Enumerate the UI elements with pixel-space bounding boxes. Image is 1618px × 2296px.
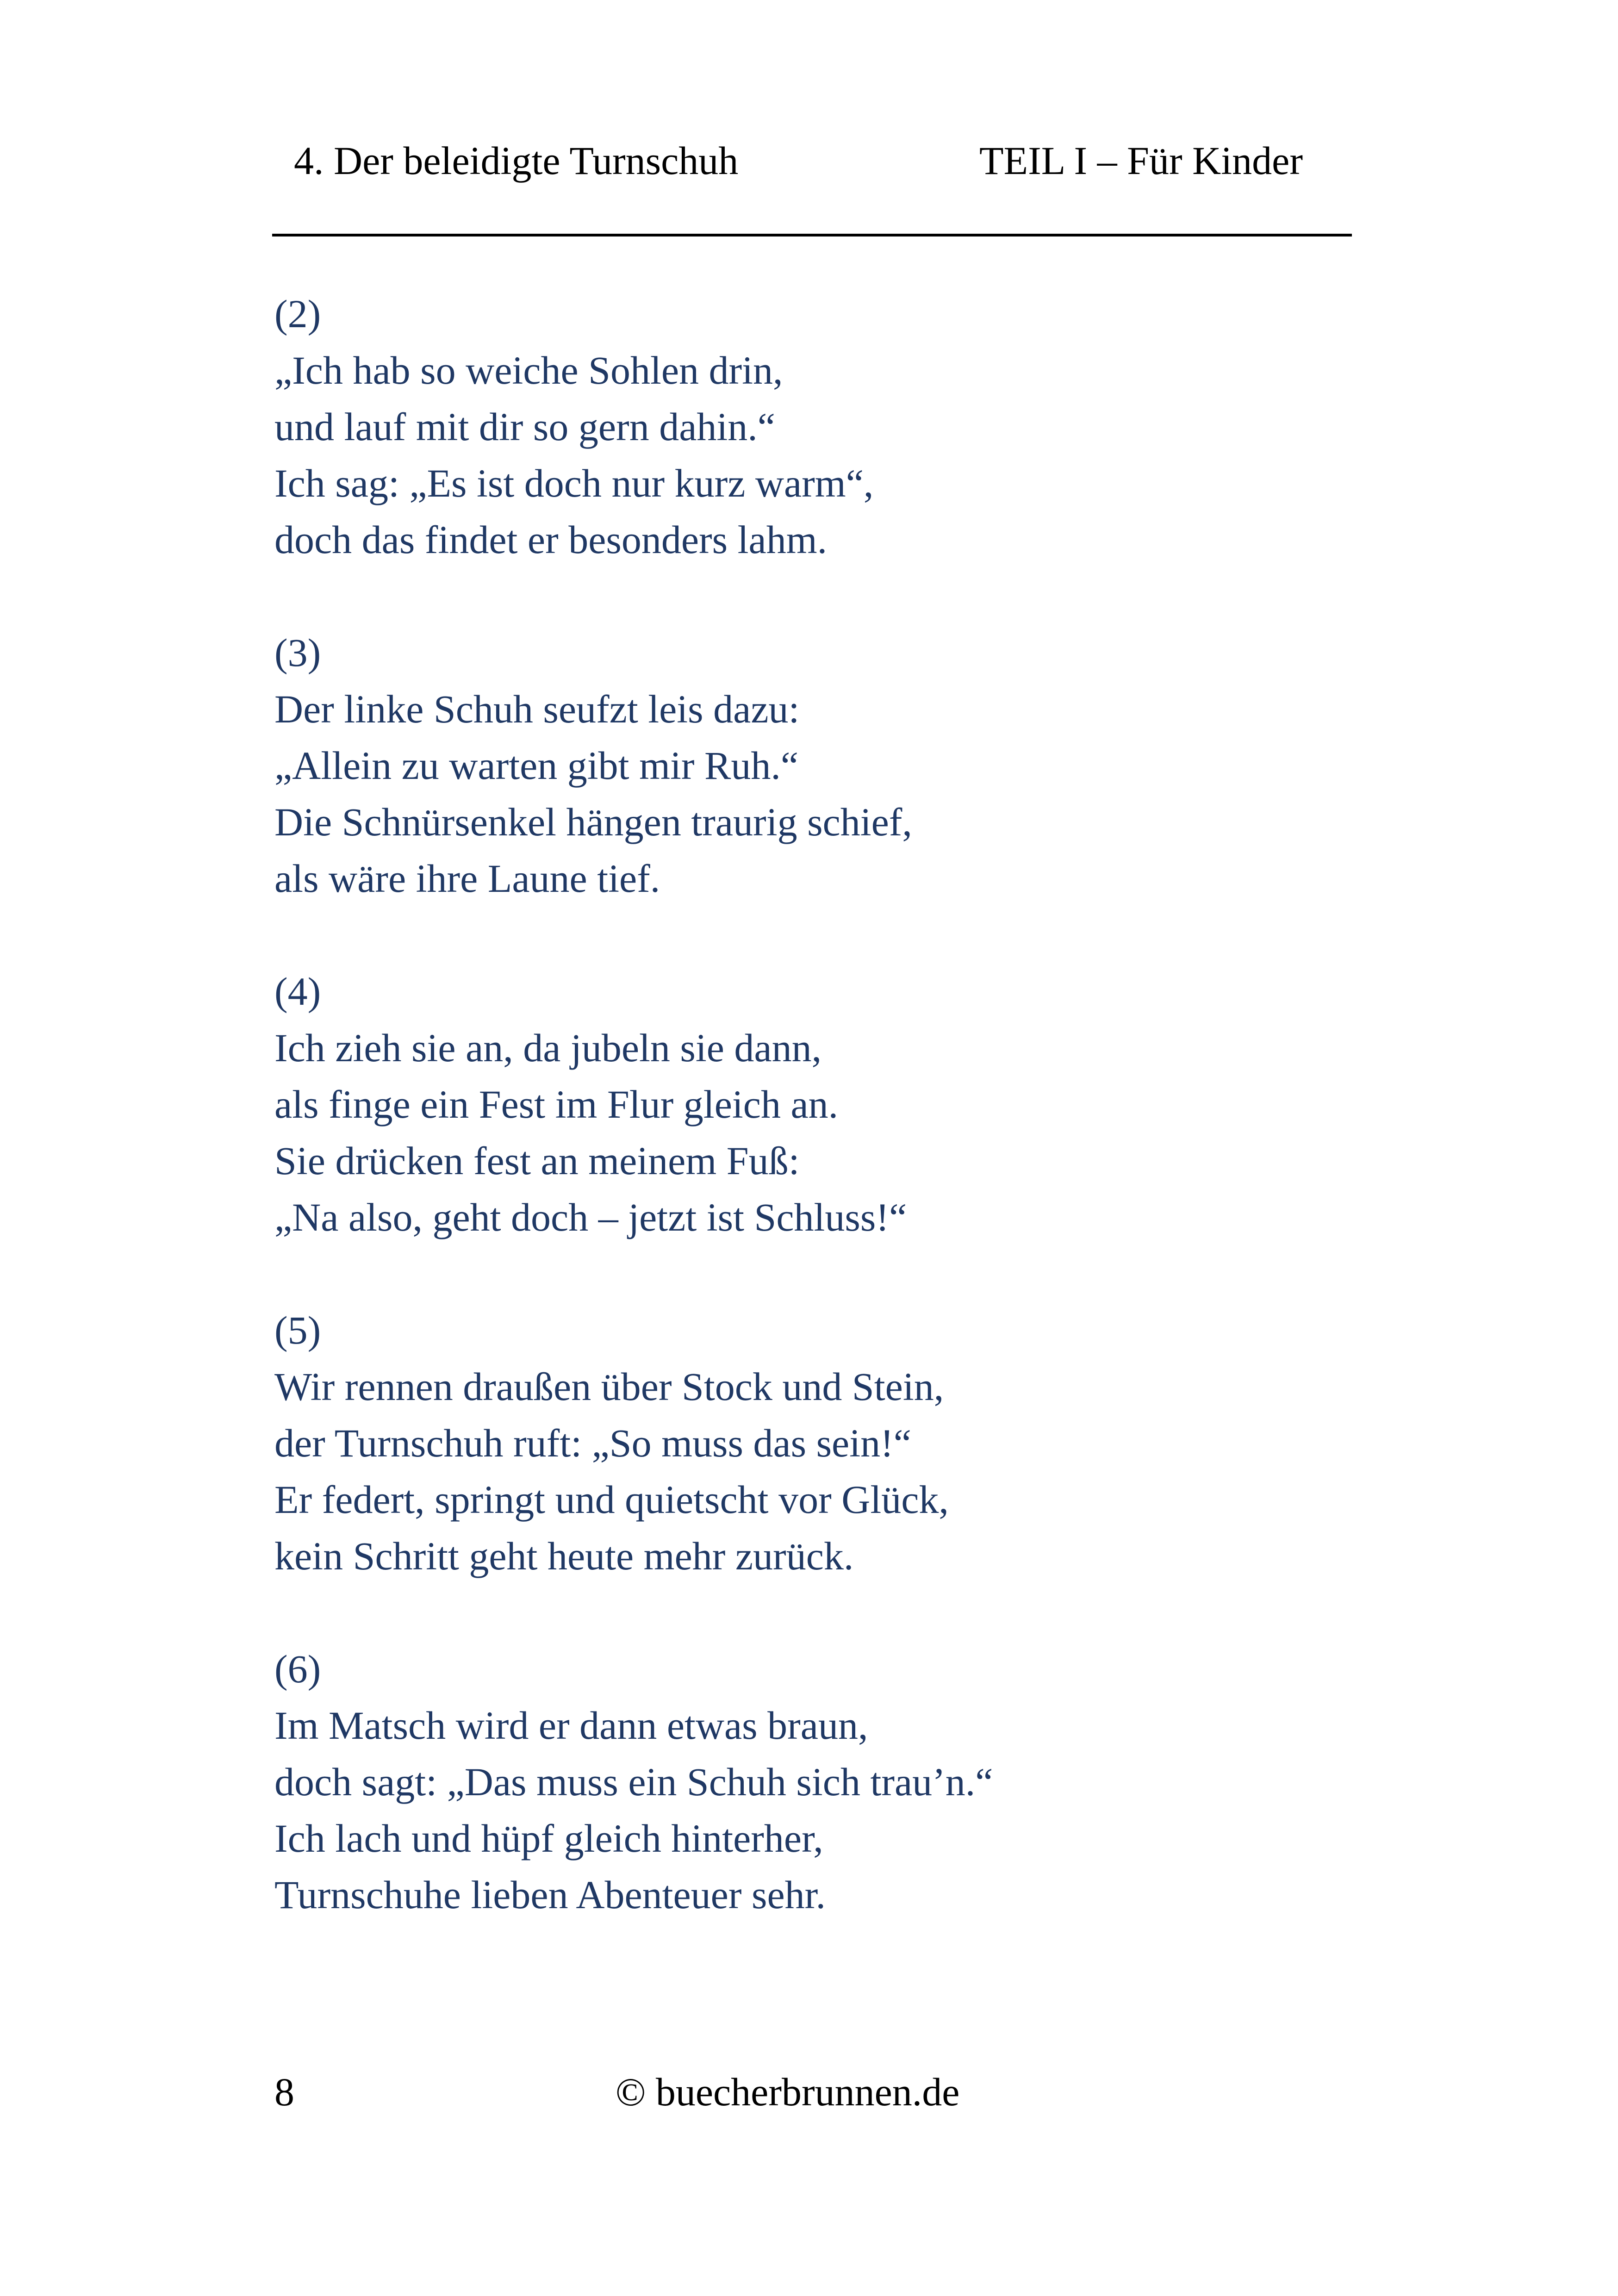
stanza bbox=[274, 286, 1385, 568]
verse-line: Ich lach und hüpf gleich hinterher, bbox=[274, 1816, 823, 1860]
verse-line: „Allein zu warten gibt mir Ruh.“ bbox=[274, 743, 799, 788]
verse-line: „Na also, geht doch – jetzt ist Schluss!“ bbox=[274, 1195, 907, 1239]
verse-line: als finge ein Fest im Flur gleich an. bbox=[274, 1082, 839, 1126]
verse-line: Er federt, springt und quietscht vor Glück, bbox=[274, 1477, 949, 1522]
verse-line: Der linke Schuh seufzt leis dazu: bbox=[274, 687, 800, 731]
verse-line: Die Schnürsenkel hängen traurig schief, bbox=[274, 800, 912, 844]
stanza bbox=[274, 1641, 1385, 1923]
stanza-number: (5) bbox=[274, 1308, 321, 1352]
copyright-notice: © buecherbrunnen.de bbox=[616, 2070, 960, 2114]
verse-line: Sie drücken fest an meinem Fuß: bbox=[274, 1139, 800, 1183]
part-title: TEIL I – Für Kinder bbox=[979, 138, 1303, 183]
stanza-number: (4) bbox=[274, 969, 321, 1014]
page-number: 8 bbox=[274, 2070, 294, 2114]
stanza bbox=[274, 624, 1385, 907]
verse-line: Wir rennen draußen über Stock und Stein, bbox=[274, 1364, 944, 1409]
stanza-number: (2) bbox=[274, 292, 321, 336]
verse-line: der Turnschuh ruft: „So muss das sein!“ bbox=[274, 1421, 911, 1465]
verse-line: kein Schritt geht heute mehr zurück. bbox=[274, 1534, 854, 1578]
verse-line: und lauf mit dir so gern dahin.“ bbox=[274, 404, 775, 449]
verse-line: Ich zieh sie an, da jubeln sie dann, bbox=[274, 1026, 822, 1070]
verse-line: Ich sag: „Es ist doch nur kurz warm“, bbox=[274, 461, 874, 505]
verse-line: Im Matsch wird er dann etwas braun, bbox=[274, 1703, 868, 1748]
header-divider bbox=[272, 234, 1352, 236]
verse-line: als wäre ihre Laune tief. bbox=[274, 856, 660, 901]
verse-line: „Ich hab so weiche Sohlen drin, bbox=[274, 348, 783, 392]
stanza bbox=[274, 963, 1385, 1245]
chapter-title: 4. Der beleidigte Turnschuh bbox=[294, 138, 739, 183]
stanza bbox=[274, 1302, 1385, 1584]
poem-body bbox=[274, 286, 1385, 1979]
stanza-number: (6) bbox=[274, 1647, 321, 1691]
verse-line: doch das findet er besonders lahm. bbox=[274, 517, 828, 562]
stanza-number: (3) bbox=[274, 630, 321, 675]
verse-line: Turnschuhe lieben Abenteuer sehr. bbox=[274, 1873, 826, 1917]
verse-line: doch sagt: „Das muss ein Schuh sich trau’n.“ bbox=[274, 1760, 993, 1804]
